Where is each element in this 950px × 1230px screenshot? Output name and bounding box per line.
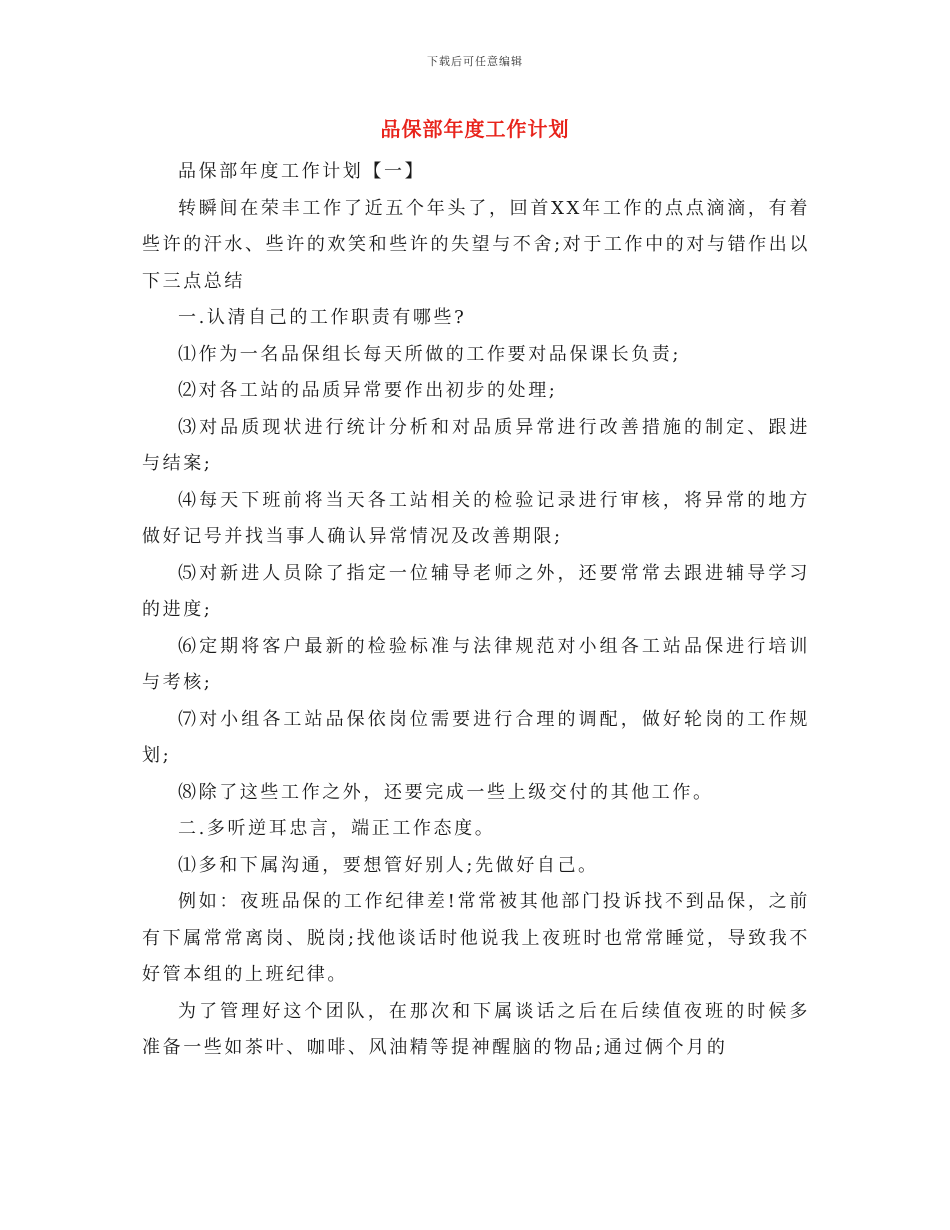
list-item-9: ⑴多和下属沟通，要想管好别人;先做好自己。 (178, 854, 599, 876)
list-item-3: ⑶对品质现状进行统计分析和对品质异常进行改善措施的制定、跟进与结案; (142, 416, 810, 474)
list-item-4: ⑷每天下班前将当天各工站相关的检验记录进行审核，将异常的地方做好记号并找当事人确认异常情况及改善期限; (142, 489, 810, 547)
section-heading-1: 一.认清自己的工作职责有哪些? (178, 307, 467, 328)
paragraph-intro: 转瞬间在荣丰工作了近五个年头了，回首XX年工作的点点滴滴，有着些许的汗水、些许的欢笑和些许的失望与不舍;对于工作中的对与错作出以下三点总结 (142, 197, 810, 292)
header-note: 下载后可任意编辑 (427, 55, 523, 68)
document-title: 品保部年度工作计划 (380, 117, 570, 141)
paragraph-continuation: 为了管理好这个团队，在那次和下属谈话之后在后续值夜班的时候多准备一些如茶叶、咖啡、风油精等提神醒脑的物品;通过俩个月的 (142, 1000, 810, 1058)
paragraph-example: 例如：夜班品保的工作纪律差!常常被其他部门投诉找不到品保，之前有下属常常离岗、脱岗;找他谈话时他说我上夜班时也常常睡觉，导致我不好管本组的上班纪律。 (142, 891, 810, 985)
list-item-5: ⑸对新进人员除了指定一位辅导老师之外，还要常常去跟进辅导学习的进度; (142, 562, 810, 620)
paragraph-heading: 品保部年度工作计划【一】 (178, 161, 426, 182)
list-item-1: ⑴作为一名品保组长每天所做的工作要对品保课长负责; (178, 343, 682, 365)
list-item-6: ⑹定期将客户最新的检验标准与法律规范对小组各工站品保进行培训与考核; (142, 635, 810, 693)
list-item-8: ⑻除了这些工作之外，还要完成一些上级交付的其他工作。 (178, 781, 714, 803)
document-body (142, 154, 810, 1067)
section-heading-2: 二.多听逆耳忠言，端正工作态度。 (178, 818, 496, 839)
list-item-2: ⑵对各工站的品质异常要作出初步的处理; (178, 380, 558, 401)
list-item-7: ⑺对小组各工站品保依岗位需要进行合理的调配，做好轮岗的工作规划; (142, 708, 810, 766)
